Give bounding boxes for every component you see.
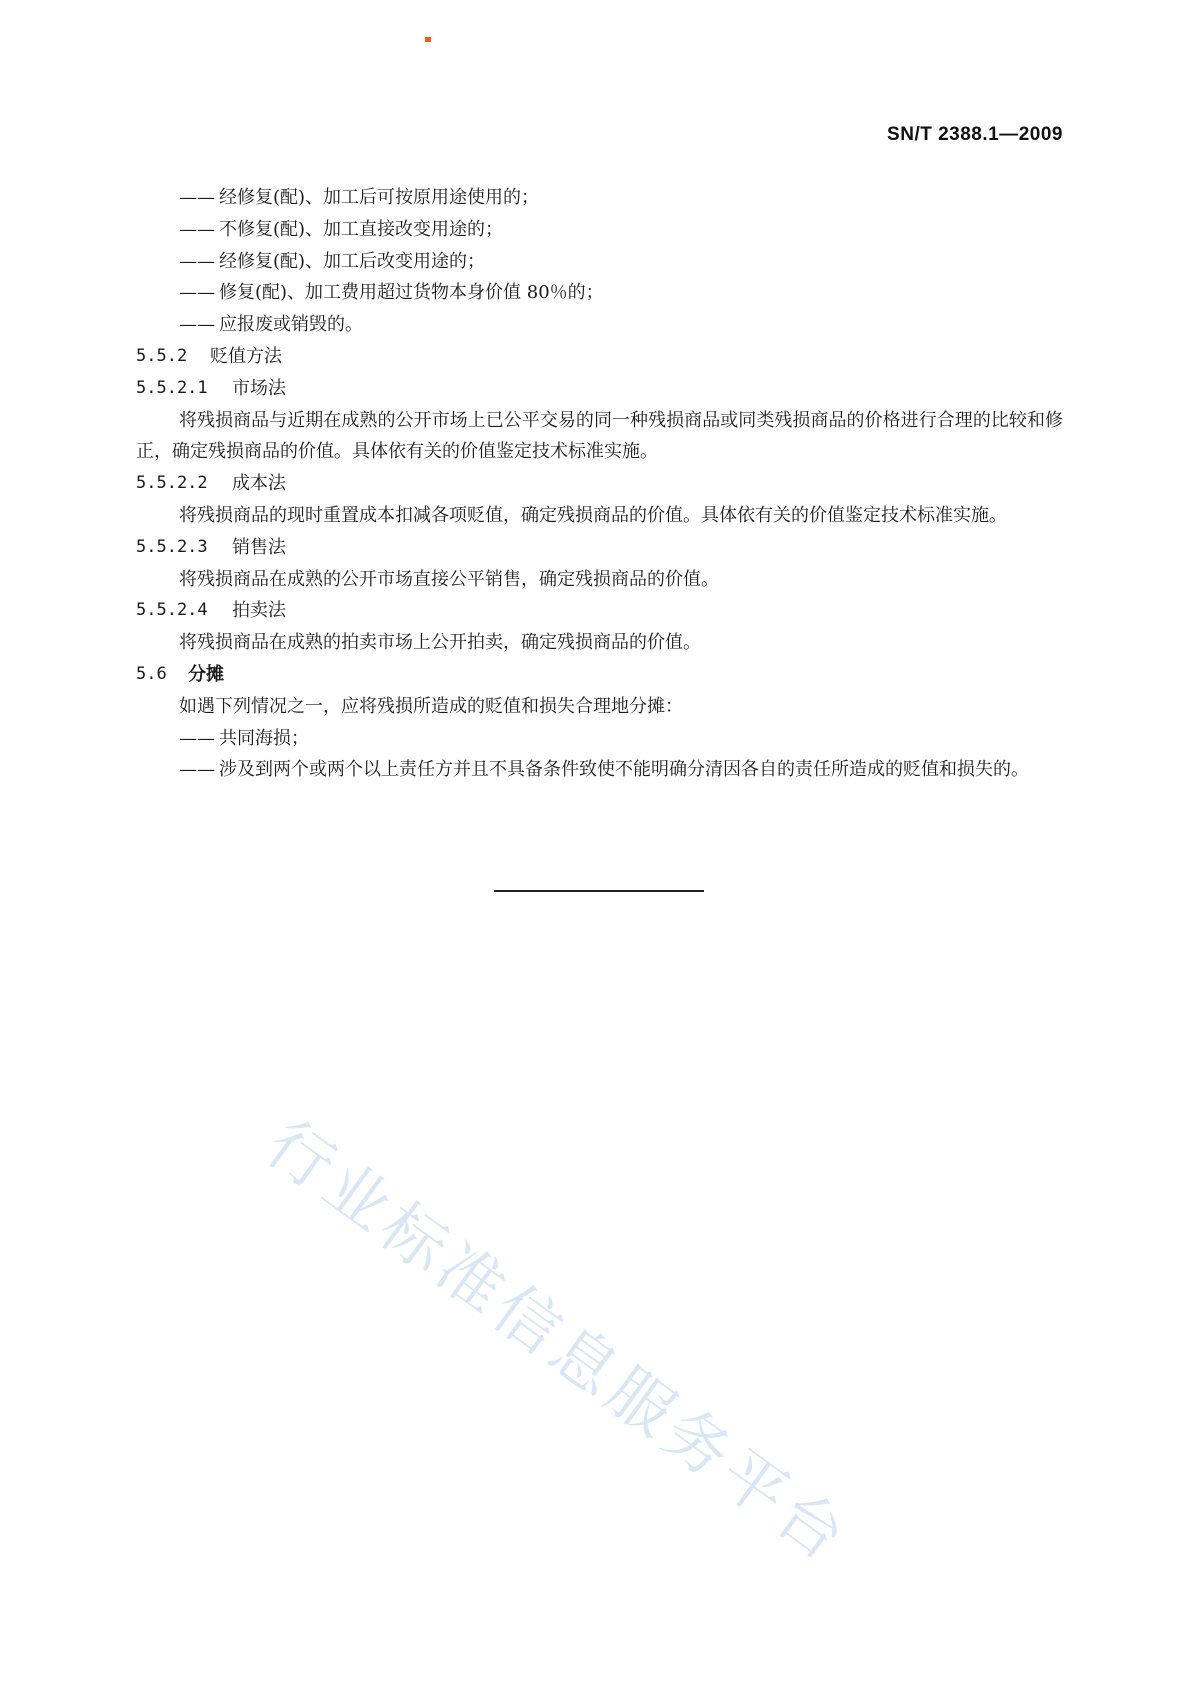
paragraph: 如遇下列情况之一，应将残损所造成的贬值和损失合理地分摊：	[179, 695, 683, 717]
end-rule	[494, 890, 704, 892]
list-item	[136, 182, 1063, 214]
section-number: 5.5.2	[136, 345, 188, 366]
paragraph: 将残损商品在成熟的拍卖市场上公开拍卖，确定残损商品的价值。	[179, 632, 701, 654]
list-item	[136, 309, 1063, 341]
section-title: 成本法	[232, 473, 286, 495]
list-item	[136, 754, 1063, 786]
section-heading-5-5-2-3	[136, 532, 1063, 564]
section-number: 5.5.2.3	[136, 536, 208, 557]
list-dash: ——	[179, 218, 215, 240]
list-item	[136, 214, 1063, 246]
list-item-text: 经修复(配)、加工后可按原用途使用的；	[219, 187, 540, 208]
scan-mark	[425, 37, 431, 42]
list-item-text: 经修复(配)、加工后改变用途的；	[219, 250, 486, 272]
paragraph: 将残损商品在成熟的公开市场直接公平销售，确定残损商品的价值。	[179, 568, 719, 590]
list-dash: ——	[179, 314, 215, 336]
section-heading-5-6	[136, 659, 1063, 691]
list-item-text: 不修复(配)、加工直接改变用途的；	[219, 218, 504, 240]
section-heading-5-5-2-1	[136, 373, 1063, 405]
list-item-text: 涉及到两个或两个以上责任方并且不具备条件致使不能明确分清因各自的责任所造成的贬值和损失的。	[219, 759, 1029, 781]
paragraph: 将残损商品与近期在成熟的公开市场上已公平交易的同一种残损商品或同类残损商品的价格进行合理的比较和修正，确定残损商品的价值。具体依有关的价值鉴定技术标准实施。	[136, 409, 1063, 463]
section-title: 拍卖法	[232, 600, 286, 622]
section-title: 销售法	[232, 536, 286, 558]
list-dash: ——	[179, 727, 215, 749]
section-heading-5-5-2	[136, 341, 1063, 373]
paragraph: 将残损商品的现时重置成本扣减各项贬值，确定残损商品的价值。具体依有关的价值鉴定技术标准实施。	[179, 504, 1007, 526]
list-item	[136, 277, 1063, 309]
list-dash: ——	[179, 759, 215, 781]
section-heading-5-5-2-2	[136, 468, 1063, 500]
document-body	[136, 182, 1063, 786]
list-item	[136, 723, 1063, 755]
standard-number: SN/T 2388.1—2009	[887, 124, 1063, 145]
section-number: 5.5.2.2	[136, 473, 208, 494]
list-item-text: 共同海损；	[219, 727, 309, 749]
list-item-text: 应报废或销毁的。	[219, 314, 363, 336]
section-title: 分摊	[188, 663, 224, 685]
list-dash: ——	[179, 187, 215, 208]
list-dash: ——	[179, 282, 215, 304]
section-title: 市场法	[232, 377, 286, 399]
section-number: 5.5.2.1	[136, 377, 208, 398]
section-number: 5.5.2.4	[136, 600, 208, 621]
list-dash: ——	[179, 250, 215, 272]
list-item	[136, 246, 1063, 278]
section-heading-5-5-2-4	[136, 595, 1063, 627]
list-item-text: 修复(配)、加工费用超过货物本身价值 80％的；	[219, 282, 604, 304]
section-title: 贬值方法	[210, 345, 282, 367]
section-number: 5.6	[136, 663, 167, 684]
watermark: 行业标准信息服务平台	[252, 1107, 863, 1579]
